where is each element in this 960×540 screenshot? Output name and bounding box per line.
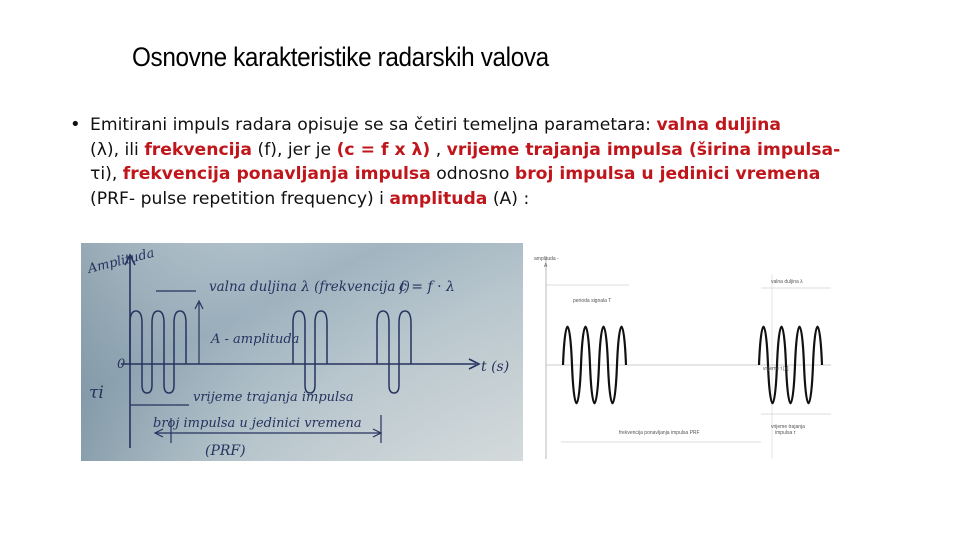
sketch-label-formula: c = f · λ	[399, 279, 455, 295]
sketch-label-tau: τi	[89, 383, 104, 403]
diagram-label-period: perioda signala T	[573, 298, 612, 304]
term-wavelength: valna duljina	[656, 115, 782, 135]
body-line-1	[90, 113, 890, 138]
body-line-2	[90, 138, 890, 163]
diagram-label-prf: frekvencija ponavljanja impulsa PRF	[619, 430, 700, 436]
term-amplitude: amplituda	[389, 188, 488, 209]
text-segment: τi),	[90, 164, 123, 184]
sketch-label-duration: vrijeme trajanja impulsa	[193, 390, 354, 405]
body-lines	[90, 113, 890, 211]
diagram-label-time: vrijeme t [s]	[763, 366, 789, 372]
diagram-svg	[531, 254, 831, 464]
sketch-label-wavelength: valna duljina λ (frekvencija f)	[209, 279, 410, 295]
body-line-4	[90, 187, 890, 212]
text-segment: (f), jer je	[252, 139, 337, 160]
text-segment: (λ), ili	[90, 139, 145, 160]
slide-title: Osnovne karakteristike radarskih valova	[132, 42, 549, 72]
sketch-label-time: t (s)	[481, 359, 510, 375]
diagram-label-a: A	[544, 263, 548, 269]
diagram-label-duration-1: vrijeme trajanja	[771, 424, 805, 430]
text-segment: (A) :	[487, 188, 530, 209]
sketch-label-zero: 0	[117, 357, 126, 372]
text-segment: odnosno	[430, 164, 515, 184]
diagram-label-amplitude: amplituda -	[534, 256, 559, 262]
text-segment: (PRF- pulse repetition frequency) i	[90, 188, 390, 209]
sketch-label-a: A - amplituda	[211, 332, 300, 347]
sketch-label-amplitude: Amplituda	[86, 245, 156, 277]
sketch-label-count: broj impulsa u jedinici vremena	[153, 416, 362, 431]
text-segment: ,	[430, 139, 447, 160]
term-pulse-duration: vrijeme trajanja impulsa (širina impulsa-	[446, 139, 841, 160]
term-frequency: frekvencija	[144, 139, 253, 160]
bullet: •	[70, 114, 81, 135]
sketch-svg	[81, 243, 523, 461]
term-repetition-frequency: frekvencija ponavljanja impulsa	[122, 164, 431, 184]
pulse-diagram	[531, 254, 831, 464]
formula-c: (c = f x λ)	[336, 139, 431, 160]
diagram-label-duration-2: impulsa τ	[775, 430, 796, 436]
body-line-3	[90, 162, 890, 187]
handwritten-sketch-photo	[81, 243, 523, 461]
term-pulses-per-time: broj impulsa u jedinici vremena	[514, 164, 821, 184]
text-segment: Emitirani impuls radara opisuje se sa četiri temeljna parametara:	[90, 115, 657, 135]
diagram-label-wavelength: valna duljina λ	[771, 279, 803, 285]
sketch-label-prf: (PRF)	[205, 443, 246, 459]
